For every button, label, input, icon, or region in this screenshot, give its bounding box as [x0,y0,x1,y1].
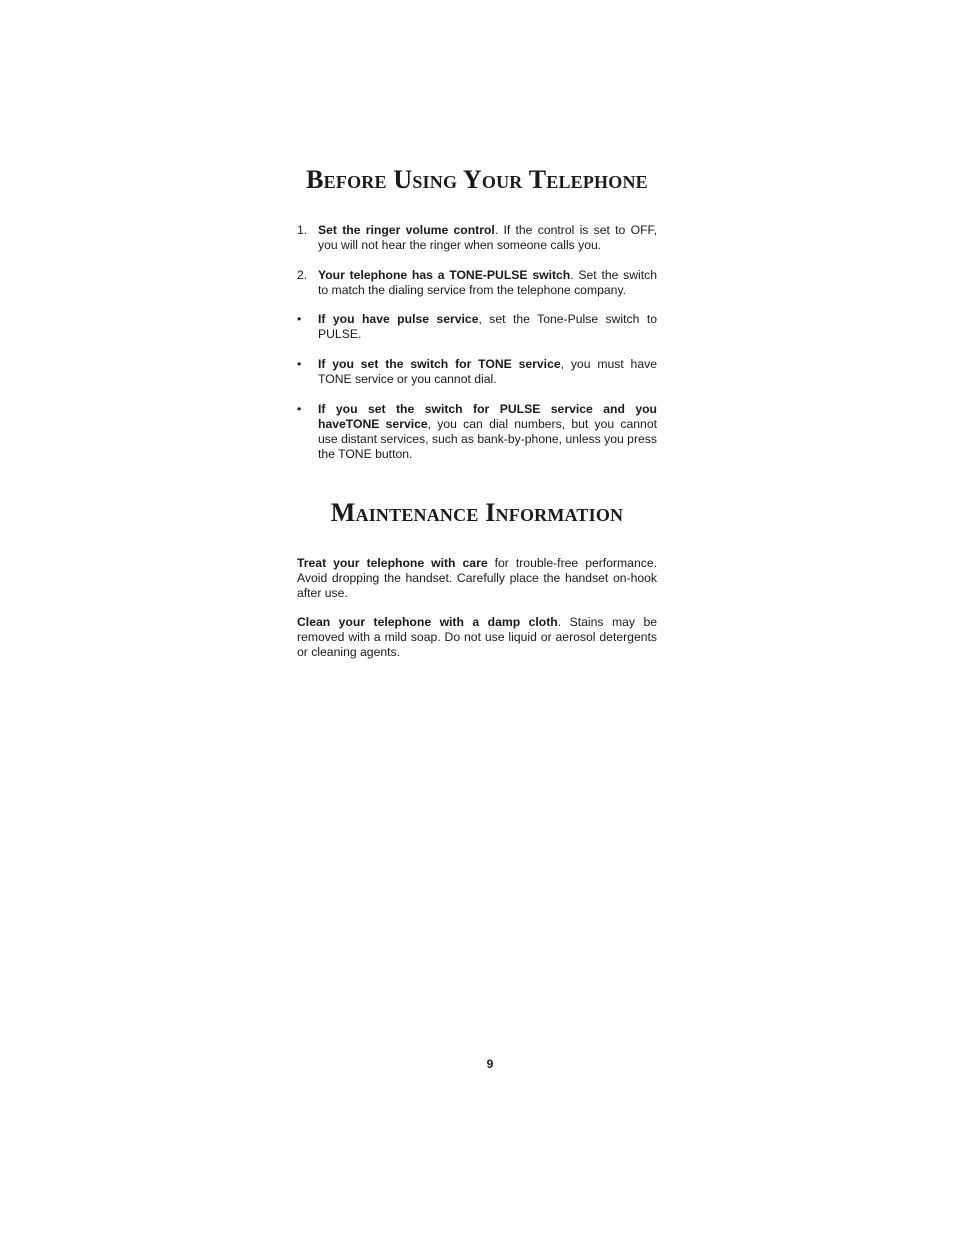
bullet-marker: • [297,312,302,326]
list-item-bold-lead: Your telephone has a TONE-PULSE switch [318,268,571,282]
section-heading-maintenance: Maintenance Information [330,498,624,527]
list-item-body [318,402,657,462]
list-item-bold-lead: Set the ringer volume control [318,223,495,237]
list-item-tone-pulse-switch [297,268,657,298]
list-item-ringer-volume [297,223,657,253]
list-item-text: . If the control is set to OFF, you will not hear the ringer when someone calls you. [318,223,657,252]
paragraph-treat-with-care [297,556,657,601]
paragraph-text: for trouble-free performance. Avoid dropping the handset. Carefully place the handset on-hook after use. [297,556,657,600]
list-item-text: , set the Tone-Pulse switch to PULSE. [318,312,657,341]
list-item-body [318,268,657,298]
bullet-marker: • [297,402,302,416]
paragraph-clean-damp-cloth [297,615,657,660]
paragraph-text: . Stains may be removed with a mild soap. Do not use liquid or aerosol detergents or cleaning agents. [297,615,657,659]
list-item-text: , you can dial numbers, but you cannot use distant services, such as bank-by-phone, unless you press the TONE button. [318,417,657,461]
list-item-bold-lead: If you set the switch for PULSE service and you haveTONE service [318,402,657,431]
bullet-marker: • [297,357,302,371]
list-item-pulse-with-tone [297,402,657,462]
list-item-bold-lead: If you set the switch for TONE service [318,357,561,371]
list-marker: 1. [297,223,308,237]
paragraph-bold-lead: Treat your telephone with care [297,556,488,570]
list-item-body [318,357,657,387]
list-item-bold-lead: If you have pulse service [318,312,479,326]
list-item-tone-service [297,357,657,387]
list-item-text: . Set the switch to match the dialing service from the telephone company. [318,268,658,297]
page-number: 9 [486,1057,494,1071]
list-item-body [318,223,657,253]
paragraph-bold-lead: Clean your telephone with a damp cloth [297,615,558,629]
list-item-body [318,312,657,342]
list-item-pulse-service [297,312,657,342]
section-heading-before-using: Before Using Your Telephone [306,165,648,194]
list-marker: 2. [297,268,308,282]
list-item-text: , you must have TONE service or you cannot dial. [318,357,657,386]
